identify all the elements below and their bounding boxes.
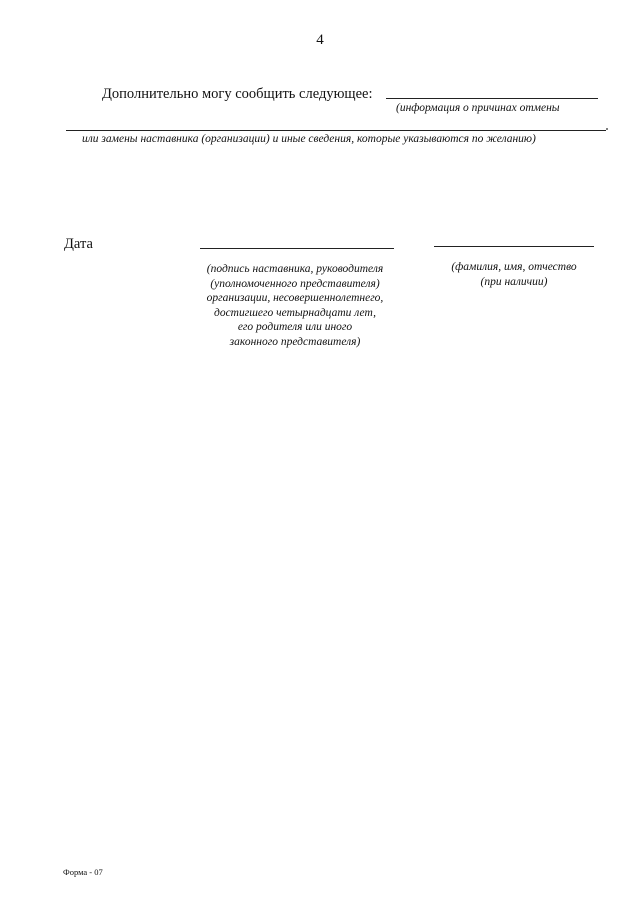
signature-line — [200, 248, 394, 249]
signature-caption-line: (уполномоченного представителя) — [210, 277, 380, 290]
additional-info-hint-1: (информация о причинах отмены — [396, 102, 560, 114]
signature-caption-line: организации, несовершеннолетнего, — [206, 292, 384, 305]
signature-caption-line: его родителя или иного — [237, 321, 353, 334]
name-caption — [432, 260, 596, 289]
name-caption-line: (фамилия, имя, отчество — [451, 261, 577, 273]
additional-info-line-2 — [66, 130, 606, 131]
name-line — [434, 246, 594, 247]
date-label: Дата — [64, 236, 93, 252]
additional-info-label: Дополнительно могу сообщить следующее: — [102, 86, 373, 102]
name-caption-line: (при наличии) — [480, 275, 548, 288]
page-number: 4 — [316, 32, 324, 48]
signature-caption-line: достигшего четырнадцати лет, — [214, 306, 376, 319]
line-end-dot — [606, 128, 608, 130]
form-code: Форма - 07 — [63, 867, 103, 877]
signature-caption-line: (подпись наставника, руководителя — [206, 263, 384, 275]
additional-info-hint-2: или замены наставника (организации) и иные сведения, которые указываются по желанию) — [82, 133, 536, 145]
signature-caption — [180, 262, 410, 350]
additional-info-line — [386, 98, 598, 99]
signature-caption-line: законного представителя) — [229, 335, 361, 348]
